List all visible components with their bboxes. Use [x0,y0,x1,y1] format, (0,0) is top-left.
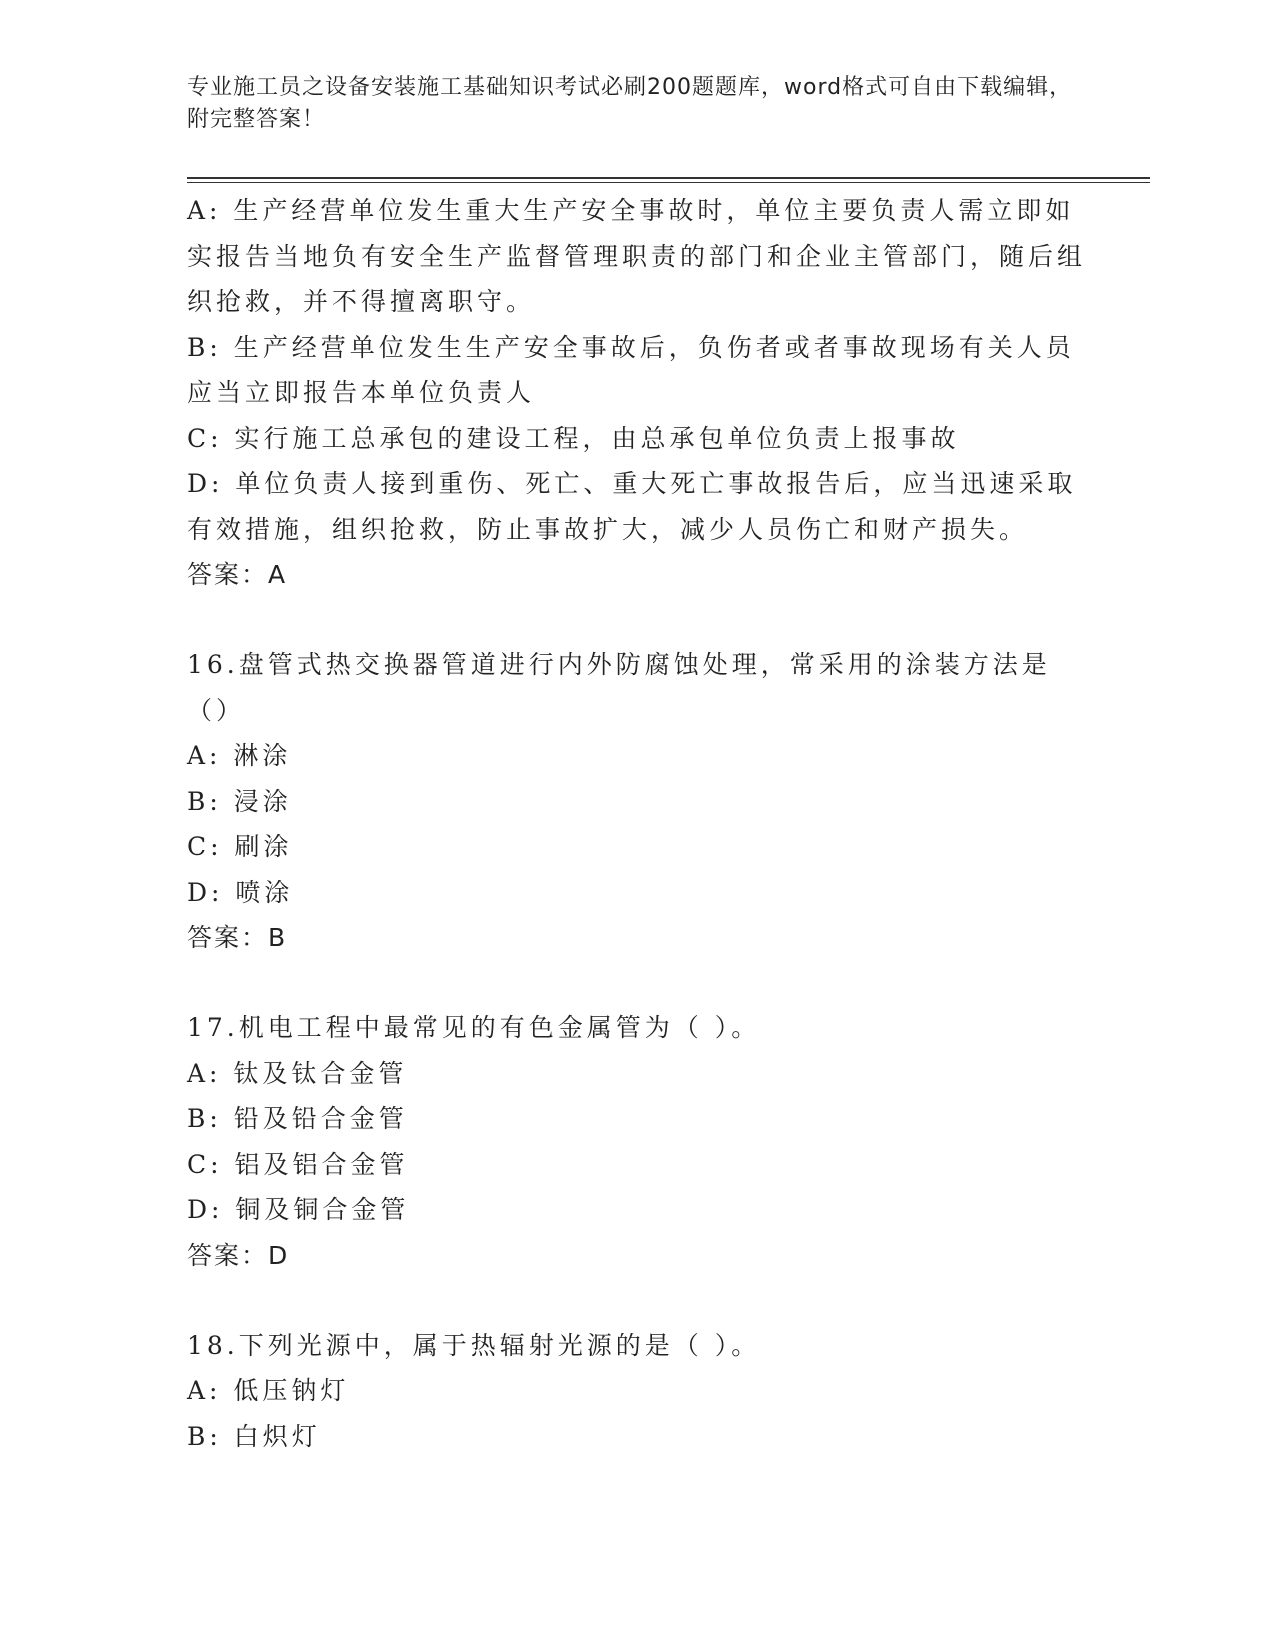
q17-option-c: C: 铝及铝合金管 [187,1149,409,1179]
q15-option-b: B: 生产经营单位发生生产安全事故后，负伤者或者事故现场有关人员应当立即报告本单位负责人 [187,332,1075,407]
q16-option-d: D: 喷涂 [187,877,294,907]
q15-option-d: D: 单位负责人接到重伤、死亡、重大死亡事故报告后，应当迅速采取有效措施，组织抢救，防止事故扩大，减少人员伤亡和财产损失。 [187,469,1077,544]
q16-answer: 答案：B [187,923,288,952]
q18-option-b: B: 白炽灯 [187,1421,321,1451]
question-content [187,188,1087,1459]
header-rule-thin [187,182,1150,183]
q16-option-b: B: 浸涂 [187,786,292,816]
q17-option-a: A: 钛及钛合金管 [187,1058,408,1088]
q16-option-c: C: 刷涂 [187,832,293,861]
document-header-title: 专业施工员之设备安装施工基础知识考试必刷200题题库，word格式可自由下载编辑，附完整答案！ [187,75,1073,132]
q15-option-c: C: 实行施工总承包的建设工程，由总承包单位负责上报事故 [187,423,960,453]
q18-question: 18.下列光源中，属于热辐射光源的是（ ）。 [187,1330,761,1360]
q17-answer: 答案：D [187,1240,290,1270]
question-spacer [187,597,1087,642]
q17-option-d: D: 铜及铜合金管 [187,1195,410,1224]
q16-question: 16.盘管式热交换器管道进行内外防腐蚀处理，常采用的涂装方法是（） [187,650,1051,725]
q16-option-a: A: 淋涂 [187,741,292,770]
q15-option-a: A: 生产经营单位发生重大生产安全事故时，单位主要负责人需立即如实报告当地负有安全生产监督管理职责的部门和企业主管部门，随后组织抢救，并不得擅离职守。 [187,196,1087,316]
q15-answer: 答案：A [187,560,288,589]
q17-option-b: B: 铅及铅合金管 [187,1104,408,1133]
header-rule-thick [187,177,1150,179]
q17-question: 17.机电工程中最常见的有色金属管为（ ）。 [187,1013,761,1042]
question-spacer [187,1278,1087,1323]
q18-option-a: A: 低压钠灯 [187,1376,350,1405]
question-spacer [187,960,1087,1005]
